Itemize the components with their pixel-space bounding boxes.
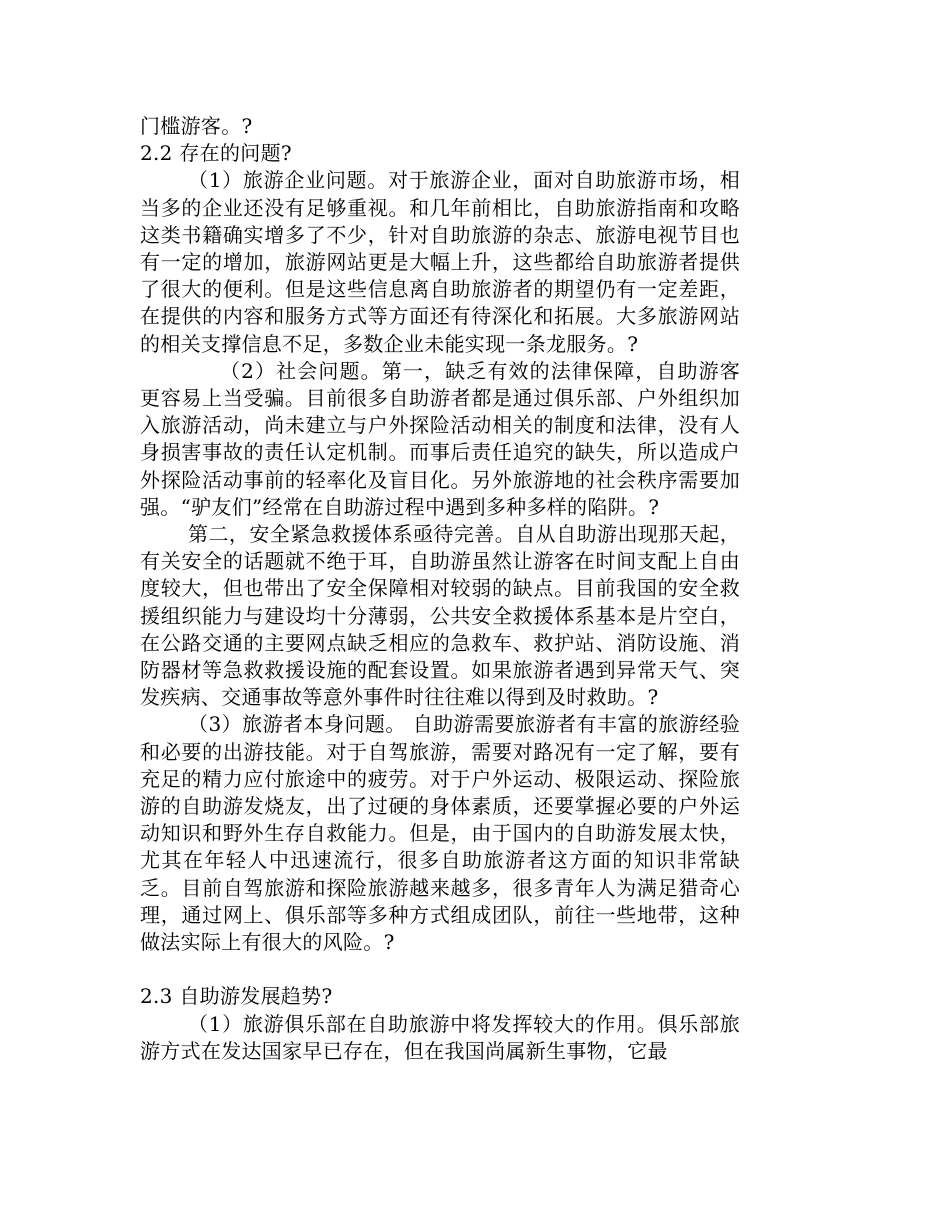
paragraph-safety-rescue: 第二，安全紧急救援体系亟待完善。自从自助游出现那天起，有关安全的话题就不绝于耳，自助游虽然让游客在时间支配上自由度较大，但也带出了安全保障相对较弱的缺点。目前我国的安全救援组织能力与建设均十分薄弱，公共安全救援体系基本是片空白，在公路交通的主要网点缺乏相应的急救车、救护站、消防设施、消防器材等急救救援设施的配套设置。如果旅游者遇到异常天气、突发疾病、交通事故等意外事件时往往难以得到及时救助。? [140,522,740,710]
paragraph-continuation: 门槛游客。? [140,114,253,138]
paragraph-enterprise-issues: （1）旅游企业问题。对于旅游企业，面对自助旅游市场，相当多的企业还没有足够重视。和几年前相比，自助旅游指南和攻略这类书籍确实增多了不少，针对自助旅游的杂志、旅游电视节目也有一定的增加，旅游网站更是大幅上升，这些都给自助旅游者提供了很大的便利。但是这些信息离自助旅游者的期望仍有一定差距，在提供的内容和服务方式等方面还有待深化和拓展。大多旅游网站的相关支撑信息不足，多数企业未能实现一条龙服务。? [140,168,740,356]
section-heading-2-2: 2.2 存在的问题? [140,141,292,166]
blank-line [140,956,740,983]
paragraph-traveler-issues: （3）旅游者本身问题。 自助游需要旅游者有丰富的旅游经验和必要的出游技能。对于自驾旅游，需要对路况有一定了解，要有充足的精力应付旅途中的疲劳。对于户外运动、极限运动、探险旅游的自助游发烧友，出了过硬的身体素质，还要掌握必要的户外运动知识和野外生存自救能力。但是，由于国内的自助游发展太快，尤其在年轻人中迅速流行，很多自助旅游者这方面的知识非常缺乏。目前自驾旅游和探险旅游越来越多，很多青年人为满足猎奇心理，通过网上、俱乐部等多种方式组成团队，前往一些地带，这种做法实际上有很大的风险。? [140,712,740,955]
document-body [140,113,740,1065]
paragraph-travel-clubs: （1）旅游俱乐部在自助旅游中将发挥较大的作用。俱乐部旅游方式在发达国家早已存在，但在我国尚属新生事物，它最 [140,1011,740,1063]
section-heading-2-3: 2.3 自助游发展趋势? [140,984,333,1009]
paragraph-social-issues: （2）社会问题。第一，缺乏有效的法律保障，自助游客更容易上当受骗。目前很多自助游者都是通过俱乐部、户外组织加入旅游活动，尚未建立与户外探险活动相关的制度和法律，没有人身损害事故的责任认定机制。而事后责任追究的缺失，所以造成户外探险活动事前的轻率化及盲目化。另外旅游地的社会秩序需要加强。“驴友们”经常在自助游过程中遇到多种多样的陷阱。? [140,358,740,519]
